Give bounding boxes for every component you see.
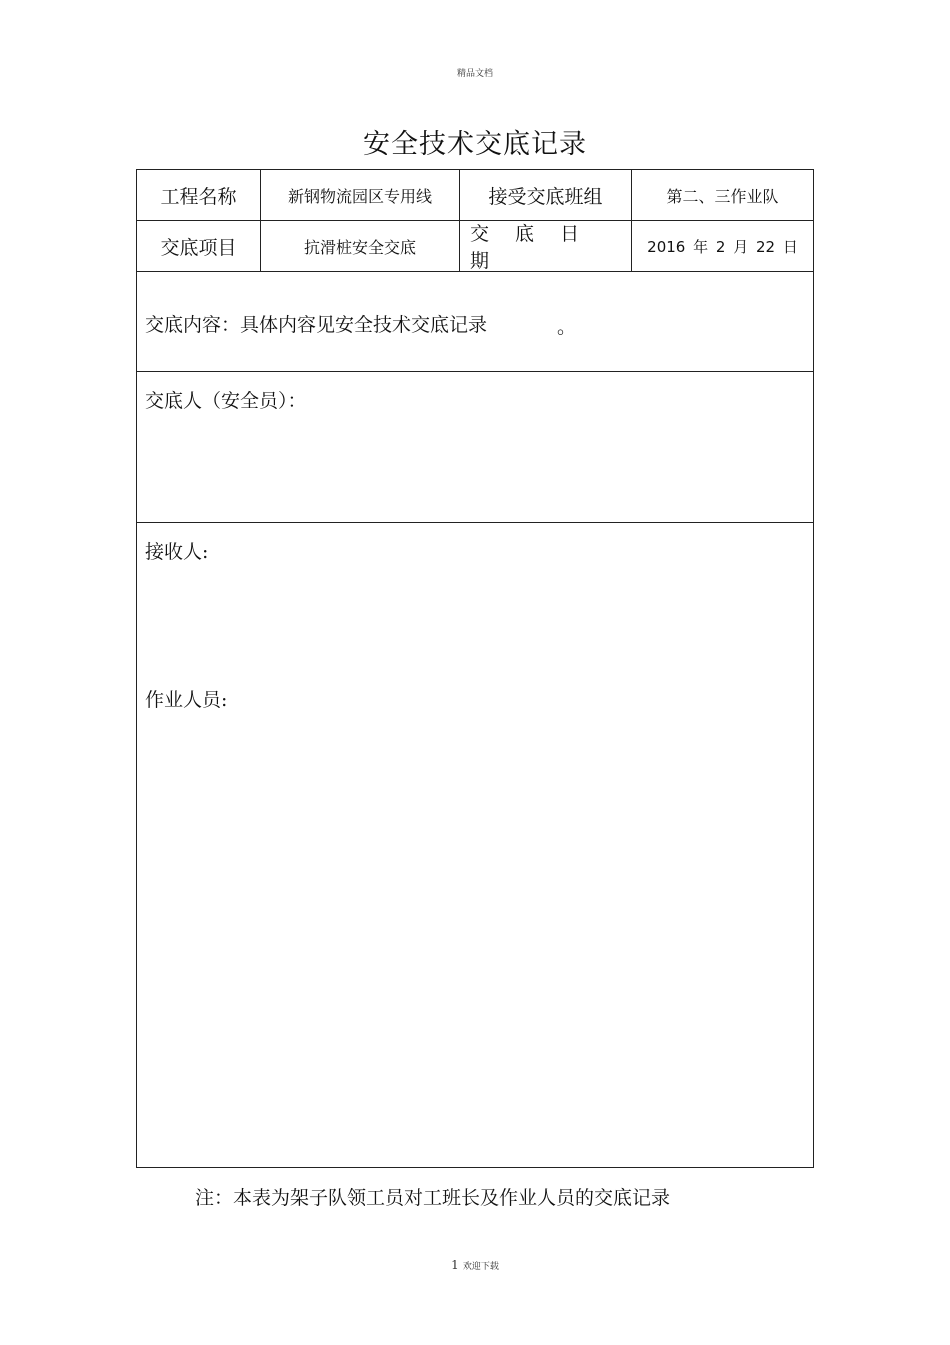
date-value-text: 2016 年 2 月 22 日 <box>647 237 798 256</box>
receiving-team-label: 接受交底班组 <box>460 170 632 220</box>
table-row-project <box>137 170 813 221</box>
project-name-label: 工程名称 <box>137 170 261 220</box>
page-title: 安全技术交底记录 <box>363 129 587 160</box>
date-label-text: 交 底 日 期 <box>470 223 590 272</box>
footer-text: 欢迎下载 <box>462 1262 499 1272</box>
table-row-item <box>137 221 813 272</box>
content-section <box>137 272 813 372</box>
receiver-label: 接收人: <box>145 541 209 563</box>
issuer-label: 交底人（安全员）： <box>145 390 307 412</box>
footnote: 注：本表为架子队领工员对工班长及作业人员的交底记录 <box>195 1187 671 1209</box>
record-table <box>136 169 814 1168</box>
receiving-team-value: 第二、三作业队 <box>666 186 779 206</box>
workers-label: 作业人员: <box>145 689 228 711</box>
content-end-mark: 。 <box>557 316 577 338</box>
date-label <box>460 221 632 271</box>
item-label: 交底项目 <box>137 221 261 271</box>
issuer-section <box>137 372 813 523</box>
item-value: 抗滑桩安全交底 <box>261 221 460 271</box>
date-value <box>632 221 813 271</box>
receiver-section <box>137 523 813 1167</box>
page-footer <box>0 1258 950 1272</box>
content-label: 交底内容：具体内容见安全技术交底记录 <box>145 314 488 336</box>
header-note: 精品文档 <box>456 69 493 79</box>
page-number: 1 <box>451 1258 459 1272</box>
project-name-value: 新钢物流园区专用线 <box>261 170 460 220</box>
